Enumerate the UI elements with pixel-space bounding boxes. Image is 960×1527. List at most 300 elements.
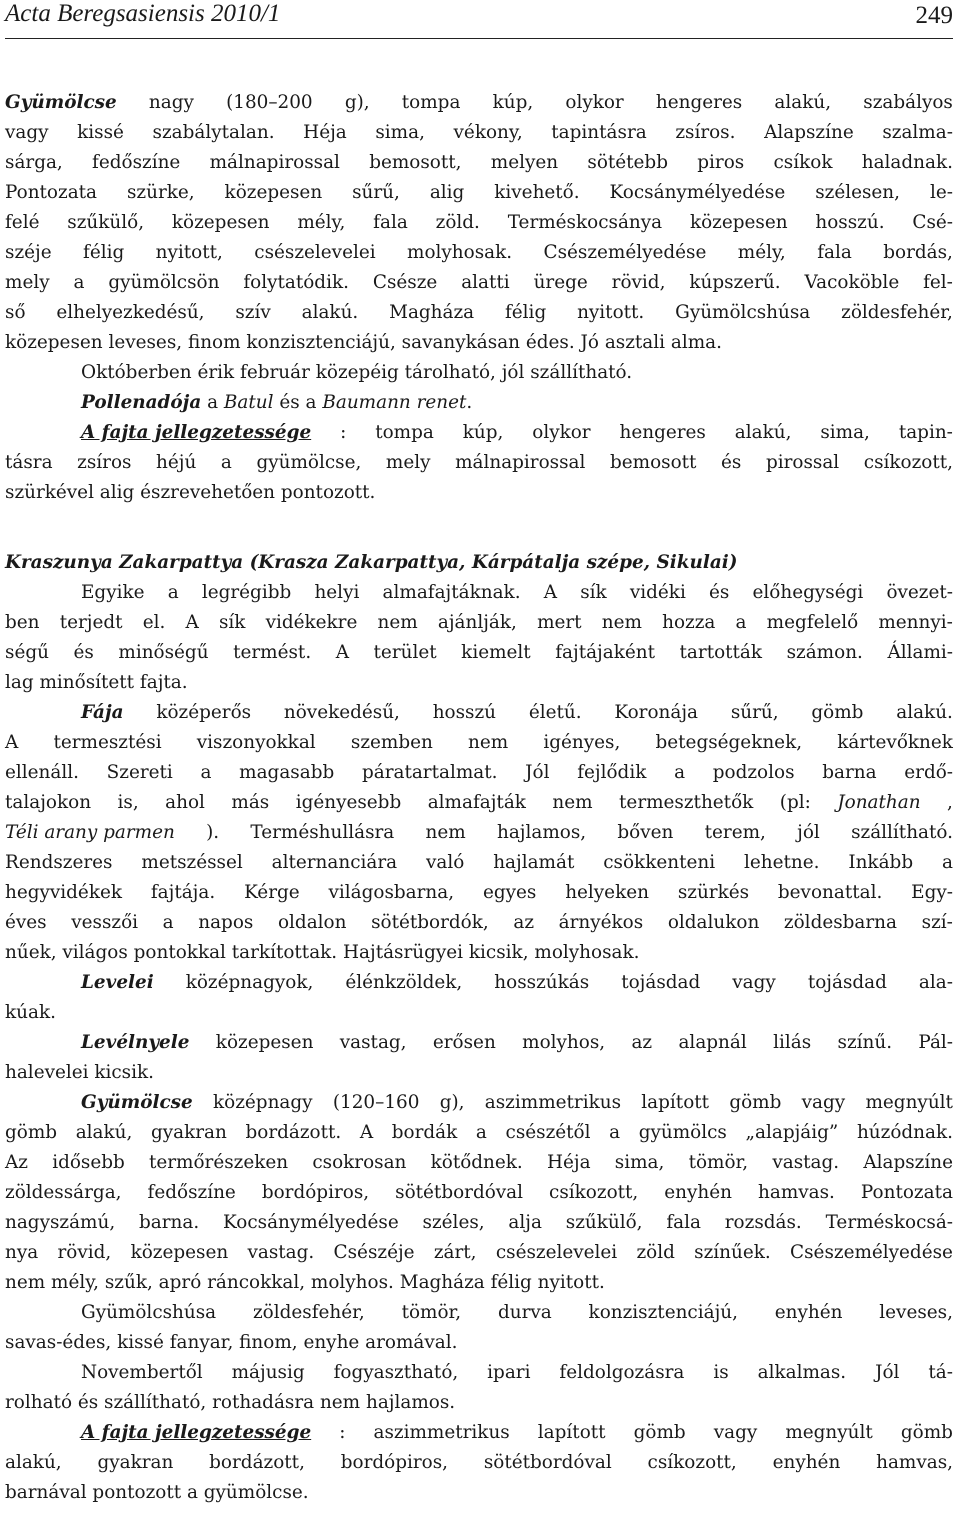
- word: hengeres: [619, 422, 706, 443]
- word: sötétebb: [587, 152, 668, 173]
- word: Héja: [546, 1152, 591, 1173]
- text-line: [5, 238, 953, 268]
- word: sima,: [375, 122, 425, 143]
- word: almafajtáknak.: [382, 582, 521, 603]
- word: Csészemélyedése: [543, 242, 707, 263]
- text-line: [5, 1088, 953, 1118]
- word: zsíros.: [675, 122, 736, 143]
- word: zöldesbarna: [783, 912, 897, 933]
- word: hamvas,: [876, 1452, 953, 1473]
- text: kúak.: [5, 1002, 56, 1023]
- word: bemosott: [609, 452, 697, 473]
- word: legrégibb: [201, 582, 292, 603]
- text-line: [5, 1388, 953, 1418]
- word: húzódnak.: [856, 1122, 953, 1143]
- word: ).: [206, 822, 220, 843]
- text: savas-édes, kissé fanyar, finom, enyhe aromával.: [5, 1332, 458, 1353]
- word: középerős: [156, 702, 252, 723]
- word: középnagyok,: [185, 972, 314, 993]
- word: almafajták: [427, 792, 526, 813]
- text-line: [5, 788, 953, 818]
- emphasis: Baumann renet: [322, 392, 467, 413]
- word: alakú,: [75, 1122, 133, 1143]
- word: leveses,: [879, 1302, 953, 1323]
- word: bőven: [617, 822, 674, 843]
- text-line: [5, 638, 953, 668]
- word: Szereti: [106, 762, 173, 783]
- word: melyen: [490, 152, 559, 173]
- word: felé: [5, 212, 40, 233]
- word: szűkülő,: [67, 212, 145, 233]
- word: fogyasztható,: [333, 1362, 459, 1383]
- word: fala: [373, 212, 408, 233]
- word: fala: [666, 1212, 701, 1233]
- word: sűrű,: [730, 702, 779, 723]
- word: magasabb: [239, 762, 335, 783]
- word: kúp,: [492, 92, 534, 113]
- word: fejlődik: [577, 762, 647, 783]
- text: a: [201, 392, 224, 413]
- word: való: [426, 852, 465, 873]
- word: csészelevelei: [254, 242, 376, 263]
- word: viszonyokkal: [196, 732, 316, 753]
- word: ,: [947, 792, 953, 813]
- word: enyhén: [772, 1452, 841, 1473]
- word: kötődnek.: [430, 1152, 523, 1173]
- text-line: [5, 118, 953, 148]
- word: bordázott,: [209, 1452, 305, 1473]
- word: Állami-: [887, 642, 953, 663]
- text-line: [5, 1058, 953, 1088]
- word: helyeken: [565, 882, 649, 903]
- text-line: [5, 698, 953, 728]
- emphasis: Jonathan: [837, 792, 921, 813]
- word: le-: [929, 182, 953, 203]
- emphasis: Batul: [223, 392, 274, 413]
- page-number: 249: [915, 2, 953, 29]
- word: páratartalmat.: [361, 762, 498, 783]
- word: nyitott.: [577, 302, 645, 323]
- word: gyakran: [97, 1452, 174, 1473]
- word: bordópiros,: [261, 1182, 370, 1203]
- word: alakú,: [5, 1452, 62, 1473]
- word: Kocsánymélyedése: [609, 182, 786, 203]
- word: közepesen: [689, 212, 788, 233]
- variety-title: Kraszunya Zakarpattya (Krasza Zakarpattya, Kárpátalja szépe, Sikulai): [5, 552, 738, 573]
- word: zárt,: [433, 1242, 477, 1263]
- word: közepesen: [224, 182, 323, 203]
- word: ségű: [5, 642, 49, 663]
- word: kivehető.: [494, 182, 580, 203]
- word: vastag,: [339, 1032, 407, 1053]
- word: szabályos: [863, 92, 953, 113]
- word: csíkozott,: [647, 1452, 737, 1473]
- word: nya: [5, 1242, 39, 1263]
- text: nem mély, szűk, apró ráncokkal, molyhos. Magháza félig nyitott.: [5, 1272, 605, 1293]
- word: bordópiros,: [340, 1452, 449, 1473]
- word: vékony,: [453, 122, 523, 143]
- word: A: [543, 582, 558, 603]
- variety-heading-wrap: [5, 548, 953, 578]
- word: kúp,: [462, 422, 504, 443]
- word: erdő-: [904, 762, 953, 783]
- word: Egy-: [911, 882, 953, 903]
- word: g),: [344, 92, 370, 113]
- word: sötétbordók,: [371, 912, 489, 933]
- word: Pontozata: [860, 1182, 953, 1203]
- text: Októberben érik február közepéig tárolható, jól szállítható.: [81, 362, 633, 383]
- word: fedőszíne: [92, 152, 181, 173]
- word: A: [185, 612, 199, 633]
- text: halevelei kicsik.: [5, 1062, 154, 1083]
- word: kúpszerű.: [689, 272, 781, 293]
- text-line: [5, 298, 953, 328]
- word: vastag.: [772, 1152, 840, 1173]
- word: hegyvidékek: [5, 882, 122, 903]
- word: héjú: [156, 452, 197, 473]
- word: nem: [601, 612, 642, 633]
- word: vidéki: [629, 582, 686, 603]
- word: a: [609, 1122, 621, 1143]
- word: Alapszíne: [863, 1152, 953, 1173]
- word: csíkok: [773, 152, 833, 173]
- word: csíkozott,: [549, 1182, 639, 1203]
- word: nyitott,: [155, 242, 223, 263]
- word: tömör,: [688, 1152, 749, 1173]
- word: sík: [218, 612, 246, 633]
- word: alakú.: [896, 702, 953, 723]
- word: gömb: [5, 1122, 58, 1143]
- text-line: [5, 448, 953, 478]
- word: számon.: [786, 642, 863, 663]
- text-line: [5, 388, 953, 418]
- word: gyümölcse,: [256, 452, 362, 473]
- word: a: [475, 1122, 487, 1143]
- word: tojásdad: [621, 972, 701, 993]
- word: életű.: [528, 702, 582, 723]
- word: Novembertől: [81, 1362, 203, 1383]
- word: mert: [537, 612, 582, 633]
- text-line: [5, 88, 953, 118]
- word: szí-: [921, 912, 953, 933]
- word: a: [200, 762, 212, 783]
- text-line: [5, 1448, 953, 1478]
- word: a: [220, 452, 232, 473]
- word: (120–160: [332, 1092, 420, 1113]
- word: tapin-: [898, 422, 953, 443]
- emphasis: Levélnyele: [81, 1032, 190, 1053]
- word: megfelelő: [766, 612, 859, 633]
- word: oldalukon: [667, 912, 760, 933]
- word: a: [941, 852, 953, 873]
- emphasis: A fajta jellegzetessége: [81, 1422, 312, 1443]
- apple-description-continued: [5, 88, 953, 508]
- text-line: [5, 818, 953, 848]
- word: kártevőknek: [837, 732, 953, 753]
- word: málnapirossal: [455, 452, 586, 473]
- word: csokrosan: [312, 1152, 407, 1173]
- emphasis: A fajta jellegzetessége: [81, 422, 312, 443]
- text: szürkével alig észrevehetően pontozott.: [5, 482, 376, 503]
- word: oldalon: [277, 912, 347, 933]
- word: mely: [385, 452, 431, 473]
- word: alapnál: [678, 1032, 747, 1053]
- word: a: [674, 762, 686, 783]
- word: Magháza: [389, 302, 475, 323]
- word: a: [167, 582, 179, 603]
- word: talajokon: [5, 792, 92, 813]
- word: alakú,: [734, 422, 792, 443]
- word: jól: [797, 822, 820, 843]
- word: Terméskocsánya: [507, 212, 663, 233]
- word: haladnak.: [861, 152, 953, 173]
- word: középnagy: [213, 1092, 313, 1113]
- word: konzisztenciájú,: [588, 1302, 738, 1323]
- text-line: [5, 1208, 953, 1238]
- word: közepesen: [130, 1242, 229, 1263]
- text-line: [5, 908, 953, 938]
- word: mély,: [297, 212, 346, 233]
- text-line: [5, 1328, 953, 1358]
- word: tapintásra: [551, 122, 647, 143]
- text-line: [5, 878, 953, 908]
- word: szállítható.: [851, 822, 953, 843]
- word: ajánlják,: [437, 612, 517, 633]
- word: ala-: [918, 972, 953, 993]
- word: Csészemélyedése: [790, 1242, 953, 1263]
- word: bordás,: [883, 242, 953, 263]
- word: szalma-: [882, 122, 953, 143]
- word: alatti: [461, 272, 510, 293]
- text: .: [466, 392, 473, 413]
- word: erősen: [432, 1032, 496, 1053]
- word: vagy: [801, 1092, 846, 1113]
- word: szürke,: [126, 182, 195, 203]
- word: A: [5, 732, 19, 753]
- text-line: [5, 358, 953, 388]
- word: mennyi-: [878, 612, 953, 633]
- word: (pl:: [779, 792, 811, 813]
- word: sík: [580, 582, 607, 603]
- word: bordázott.: [245, 1122, 342, 1143]
- word: hosszú: [432, 702, 497, 723]
- word: hosszú.: [815, 212, 885, 233]
- word: igényesebb: [295, 792, 402, 813]
- word: ipari: [487, 1362, 531, 1383]
- word: Gyümölcshúsa: [81, 1302, 217, 1323]
- word: gömb: [729, 1092, 782, 1113]
- word: hamvas.: [758, 1182, 835, 1203]
- word: tömör,: [401, 1302, 462, 1323]
- word: hengeres: [655, 92, 743, 113]
- word: tompa: [401, 92, 461, 113]
- text-line: [5, 1028, 953, 1058]
- word: enyhén: [774, 1302, 843, 1323]
- emphasis: Levelei: [81, 972, 154, 993]
- word: fajtája.: [150, 882, 216, 903]
- emphasis: Fája: [81, 702, 124, 723]
- word: tompa: [375, 422, 434, 443]
- word: nagy: [148, 92, 194, 113]
- word: folytatódik.: [243, 272, 349, 293]
- text-line: [5, 1238, 953, 1268]
- text-line: [5, 608, 953, 638]
- word: tá-: [928, 1362, 953, 1383]
- text-line: [5, 268, 953, 298]
- word: el.: [142, 612, 166, 633]
- word: fala: [817, 242, 852, 263]
- word: zöldessárga,: [5, 1182, 122, 1203]
- word: Csésze: [372, 272, 438, 293]
- word: „alapjáig”: [745, 1122, 839, 1143]
- word: alja: [508, 1212, 542, 1233]
- journal-title: Acta Beregsasiensis 2010/1: [5, 0, 281, 27]
- word: lehetne.: [743, 852, 820, 873]
- word: ső: [5, 302, 26, 323]
- word: zöldesfehér,: [252, 1302, 365, 1323]
- word: idősebb: [52, 1152, 125, 1173]
- text-line: [5, 148, 953, 178]
- word: terület: [373, 642, 437, 663]
- word: szélesen,: [815, 182, 900, 203]
- word: Kocsánymélyedése: [223, 1212, 399, 1233]
- word: gömb: [633, 1422, 686, 1443]
- word: rövid,: [611, 272, 666, 293]
- word: feldolgozásra: [559, 1362, 685, 1383]
- word: Héja: [303, 122, 347, 143]
- word: Csészéje: [333, 1242, 415, 1263]
- word: pirossal: [765, 452, 840, 473]
- word: Jól: [525, 762, 550, 783]
- word: podzolos: [712, 762, 795, 783]
- word: is: [713, 1362, 729, 1383]
- word: övezet-: [886, 582, 953, 603]
- word: csészelevelei: [495, 1242, 618, 1263]
- word: csészétől: [505, 1122, 591, 1143]
- word: és: [73, 642, 94, 663]
- word: színűek.: [694, 1242, 771, 1263]
- word: molyhosak.: [407, 242, 513, 263]
- word: Gyümölcshúsa: [675, 302, 811, 323]
- word: az: [513, 912, 535, 933]
- word: terem,: [704, 822, 766, 843]
- word: közepesen: [215, 1032, 314, 1053]
- word: Terméshullásra: [250, 822, 395, 843]
- word: nem: [425, 822, 466, 843]
- word: sima,: [820, 422, 870, 443]
- word: szív: [235, 302, 271, 323]
- word: gyakran: [150, 1122, 227, 1143]
- word: barna.: [139, 1212, 200, 1233]
- word: alig: [429, 182, 465, 203]
- text-line: [5, 938, 953, 968]
- word: szűkülő,: [565, 1212, 643, 1233]
- word: gömb: [811, 702, 864, 723]
- word: mély,: [737, 242, 786, 263]
- word: zsíros: [77, 452, 132, 473]
- word: tojásdad: [807, 972, 887, 993]
- word: Koronája: [614, 702, 699, 723]
- word: rozsdás.: [724, 1212, 802, 1233]
- word: minőségű: [118, 642, 209, 663]
- word: alakú.: [301, 302, 359, 323]
- word: bemosott,: [369, 152, 462, 173]
- word: termést.: [233, 642, 312, 663]
- text-line: [5, 998, 953, 1028]
- word: nem: [377, 612, 418, 633]
- word: félig: [504, 302, 547, 323]
- word: gömb: [900, 1422, 953, 1443]
- word: félig: [83, 242, 125, 263]
- word: ben: [5, 612, 40, 633]
- word: széles,: [422, 1212, 485, 1233]
- text: lag minősített fajta.: [5, 672, 188, 693]
- word: Terméskocsá-: [825, 1212, 953, 1233]
- word: hosszúkás: [494, 972, 590, 993]
- word: egyes: [482, 882, 537, 903]
- word: is,: [117, 792, 139, 813]
- word: Inkább: [848, 852, 914, 873]
- word: vidékekre: [265, 612, 358, 633]
- word: zöld: [636, 1242, 675, 1263]
- word: széje: [5, 242, 52, 263]
- word: olykor: [532, 422, 591, 443]
- word: és: [709, 582, 730, 603]
- word: árnyékos: [558, 912, 644, 933]
- text-line: [5, 968, 953, 998]
- emphasis: Gyümölcse: [81, 1092, 193, 1113]
- word: fajtájaként: [555, 642, 655, 663]
- text-line: [5, 1358, 953, 1388]
- word: :: [339, 1422, 346, 1443]
- word: hajlamát: [493, 852, 575, 873]
- word: más: [231, 792, 270, 813]
- running-header: [5, 0, 953, 39]
- word: színű.: [837, 1032, 893, 1053]
- word: Az: [5, 1152, 28, 1173]
- word: megnyúlt: [785, 1422, 873, 1443]
- text: nűek, világos pontokkal tarkítottak. Hajtásrügyei kicsik, molyhosak.: [5, 942, 640, 963]
- word: világosbarna,: [328, 882, 455, 903]
- word: zöld.: [435, 212, 480, 233]
- word: vastag.: [247, 1242, 315, 1263]
- word: fedőszíne: [147, 1182, 236, 1203]
- emphasis: Gyümölcse: [5, 92, 117, 113]
- word: bevonattal.: [777, 882, 883, 903]
- word: közepesen: [171, 212, 270, 233]
- word: bordák: [391, 1122, 458, 1143]
- word: az: [631, 1032, 653, 1053]
- word: alkalmas.: [757, 1362, 847, 1383]
- text-line: [5, 758, 953, 788]
- text-line: [5, 578, 953, 608]
- word: vagy: [713, 1422, 758, 1443]
- word: napos: [198, 912, 254, 933]
- word: szürkés: [677, 882, 750, 903]
- word: ellenáll.: [5, 762, 79, 783]
- word: növekedésű,: [283, 702, 400, 723]
- word: ahol: [165, 792, 205, 813]
- word: igényes,: [543, 732, 621, 753]
- word: Pál-: [918, 1032, 953, 1053]
- word: és: [721, 452, 742, 473]
- word: A: [335, 642, 349, 663]
- word: élénkzöldek,: [345, 972, 463, 993]
- text: barnával pontozott a gyümölcse.: [5, 1482, 309, 1503]
- word: Alapszíne: [764, 122, 854, 143]
- word: gyümölcs: [638, 1122, 727, 1143]
- word: málnapirossal: [209, 152, 340, 173]
